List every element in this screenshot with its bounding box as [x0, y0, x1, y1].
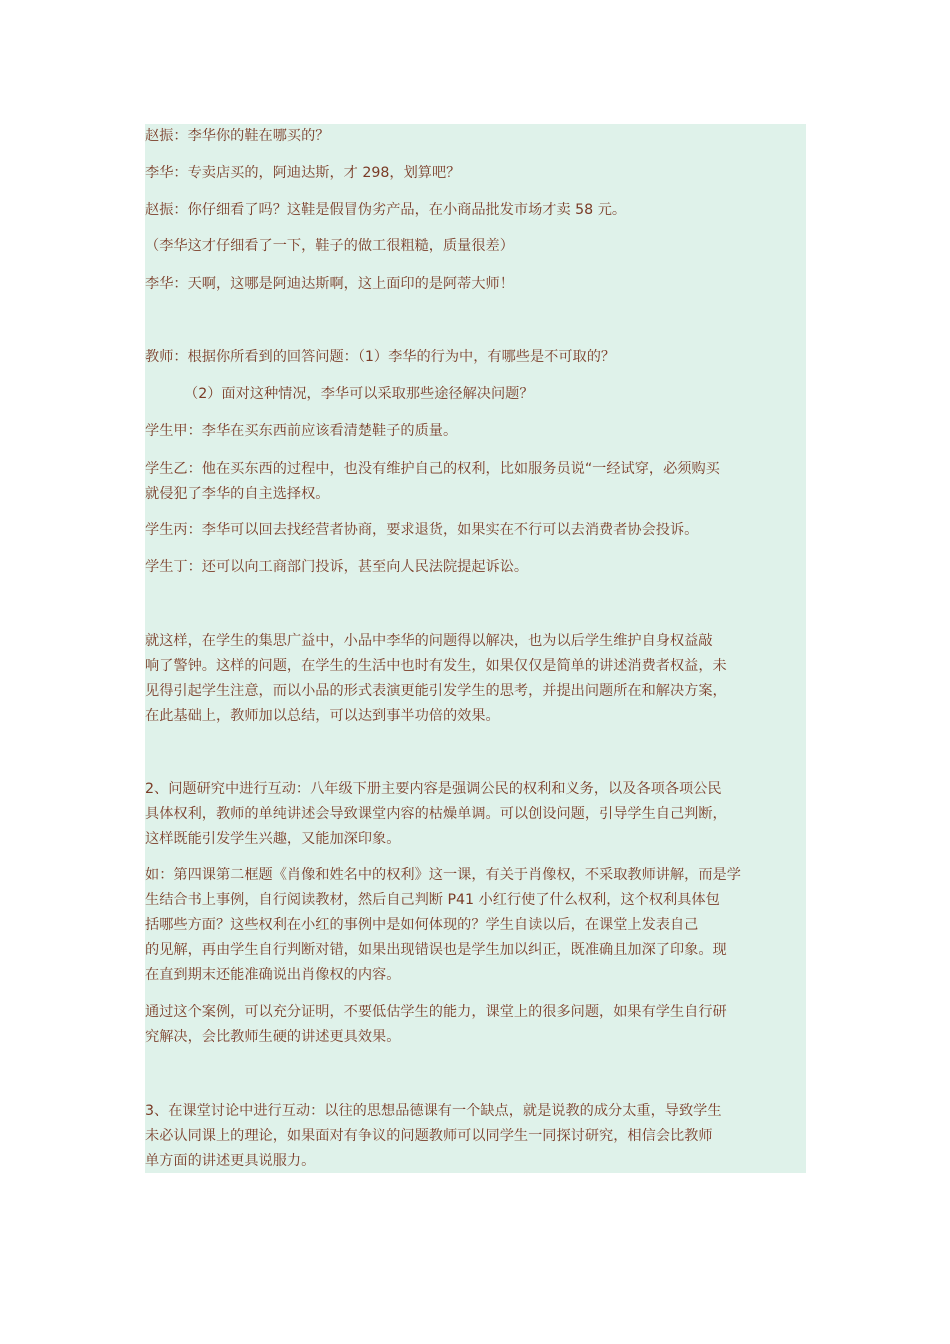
text-line: 就侵犯了李华的自主选择权。	[145, 486, 330, 502]
text-line: 在直到期末还能准确说出肖像权的内容。	[145, 967, 401, 983]
text-line: 赵振：你仔细看了吗？这鞋是假冒伪劣产品，在小商品批发市场才卖 58 元。	[145, 202, 627, 218]
text-line: 见得引起学生注意，而以小品的形式表演更能引发学生的思考，并提出问题所在和解决方案，	[145, 683, 727, 699]
text-line: 学生乙：他在买东西的过程中，也没有维护自己的权利，比如服务员说“一经试穿，必须购买	[145, 461, 720, 477]
text-line: 李华：天啊，这哪是阿迪达斯啊，这上面印的是阿蒂大师！	[145, 276, 514, 292]
text-line: 这样既能引发学生兴趣，又能加深印象。	[145, 831, 401, 847]
text-line: 2、问题研究中进行互动：八年级下册主要内容是强调公民的权利和义务，以及各项各项公民	[145, 781, 722, 797]
text-line: 具体权利，教师的单纯讲述会导致课堂内容的枯燥单调。可以创设问题，引导学生自己判断，	[145, 806, 727, 822]
text-line: 的见解，再由学生自行判断对错，如果出现错误也是学生加以纠正，既准确且加深了印象。现	[145, 942, 727, 958]
text-line: 赵振：李华你的鞋在哪买的？	[145, 128, 330, 144]
text-line: 就这样，在学生的集思广益中，小品中李华的问题得以解决，也为以后学生维护自身权益敲	[145, 633, 713, 649]
text-line: 如：第四课第二框题《肖像和姓名中的权利》这一课，有关于肖像权，不采取教师讲解，而是学	[145, 867, 741, 883]
text-line: 响了警钟。这样的问题，在学生的生活中也时有发生，如果仅仅是简单的讲述消费者权益，未	[145, 658, 727, 674]
text-line: 学生甲：李华在买东西前应该看清楚鞋子的质量。	[145, 423, 458, 439]
text-line: 学生丙：李华可以回去找经营者协商，要求退货，如果实在不行可以去消费者协会投诉。	[145, 522, 699, 538]
text-line: 学生丁：还可以向工商部门投诉，甚至向人民法院提起诉讼。	[145, 559, 529, 575]
text-line: 通过这个案例，可以充分证明，不要低估学生的能力，课堂上的很多问题，如果有学生自行研	[145, 1004, 727, 1020]
text-line: 在此基础上，教师加以总结，可以达到事半功倍的效果。	[145, 708, 500, 724]
text-line: 李华：专卖店买的，阿迪达斯，才 298，划算吧？	[145, 165, 461, 181]
text-line: 3、在课堂讨论中进行互动：以往的思想品德课有一个缺点，就是说教的成分太重，导致学生	[145, 1103, 722, 1119]
text-line: （2）面对这种情况，李华可以采取那些途径解决问题？	[184, 386, 534, 402]
text-line: 未必认同课上的理论，如果面对有争议的问题教师可以同学生一同探讨研究，相信会比教师	[145, 1128, 713, 1144]
text-line: 单方面的讲述更具说服力。	[145, 1153, 316, 1169]
text-line: 教师：根据你所看到的回答问题：（1）李华的行为中，有哪些是不可取的？	[145, 349, 616, 365]
text-line: （李华这才仔细看了一下，鞋子的做工很粗糙，质量很差）	[145, 238, 514, 254]
text-line: 究解决，会比教师生硬的讲述更具效果。	[145, 1029, 401, 1045]
text-line: 括哪些方面？这些权利在小红的事例中是如何体现的？学生自读以后，在课堂上发表自己	[145, 917, 699, 933]
text-line: 生结合书上事例，自行阅读教材，然后自己判断 P41 小红行使了什么权利，这个权利具体包	[145, 892, 720, 908]
